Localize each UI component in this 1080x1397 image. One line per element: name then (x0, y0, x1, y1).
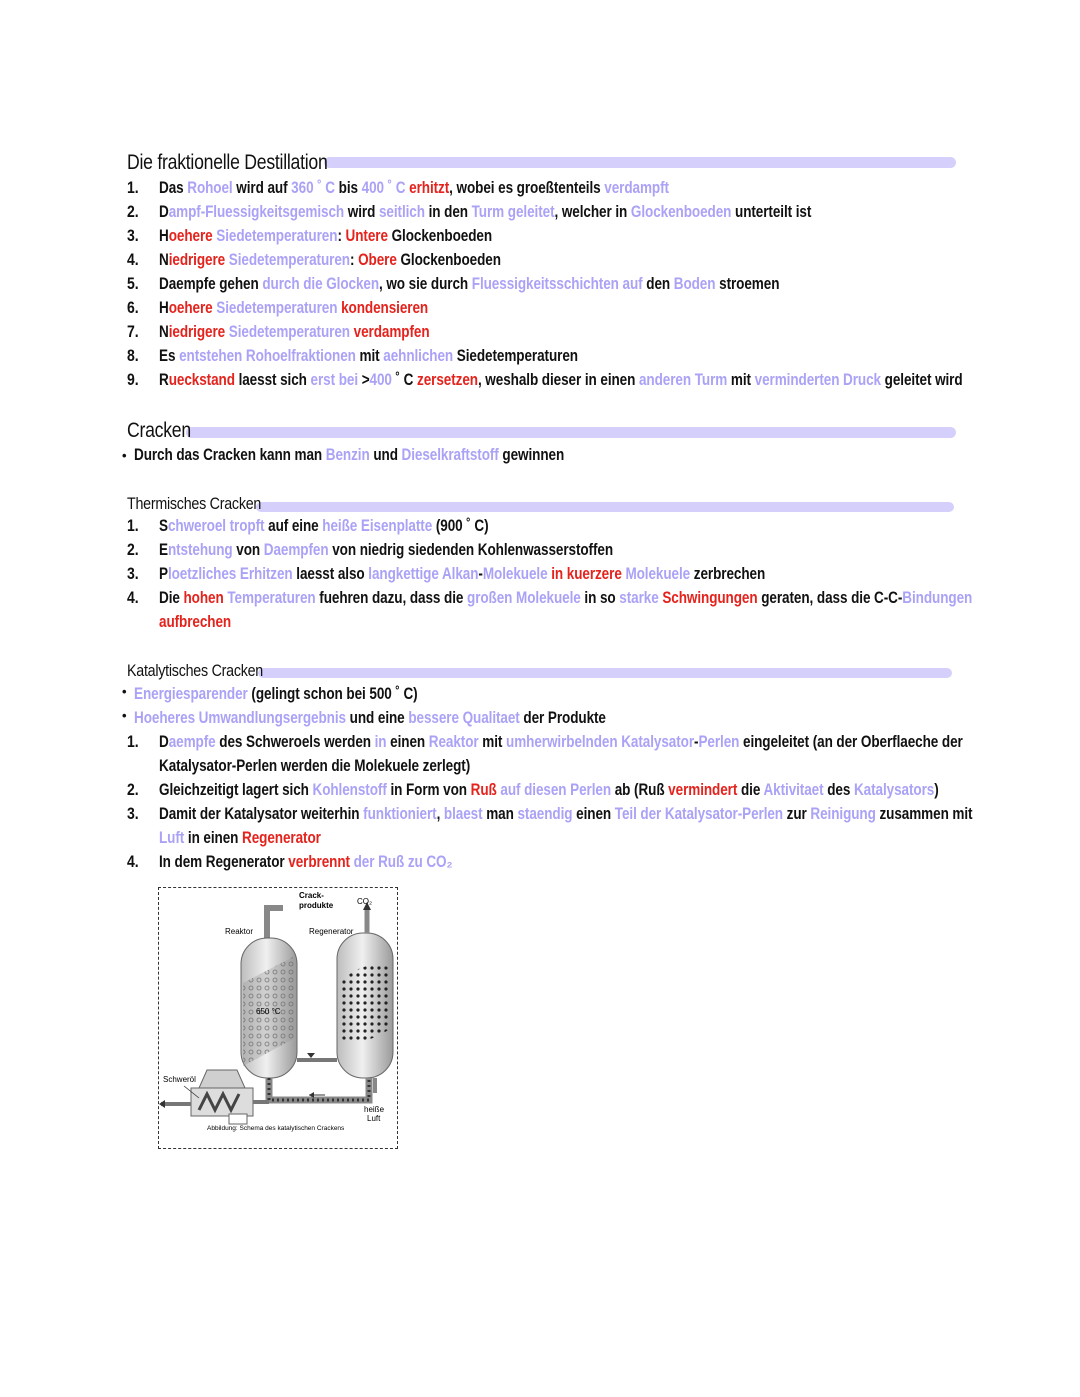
bullet-item (134, 685, 418, 704)
text-segment: R (159, 371, 169, 389)
text-segment: Temperaturen (223, 589, 316, 607)
label-air: Luft (367, 1114, 381, 1123)
text-segment: man (482, 805, 518, 823)
text-segment: Dieselkraftstoff (401, 446, 499, 464)
list-item (159, 853, 452, 872)
text-segment: auf diesen Perlen (496, 781, 612, 799)
list-item (159, 227, 492, 246)
text-segment: Es (159, 347, 180, 365)
text-segment: 400 ˚ C (361, 179, 406, 197)
list-item (159, 757, 470, 776)
label-crack-products: Crack- (299, 891, 324, 900)
text-segment: zur (782, 805, 811, 823)
text-segment: iedrigere (168, 251, 226, 269)
text-segment: chweroel tropft (167, 517, 265, 535)
text-segment: Bindungen (902, 589, 973, 607)
text-segment: verdampft (604, 179, 669, 197)
text-segment: großen Molekuele (467, 589, 581, 607)
text-segment: ab (Ruß (611, 781, 669, 799)
text-segment: Aktivitaet (763, 781, 824, 799)
text-segment: in kuerzere (547, 565, 622, 583)
text-segment: Regenerator (242, 829, 321, 847)
text-segment: Molekuele (621, 565, 691, 583)
list-item (159, 299, 428, 318)
text-segment: Schwingungen (658, 589, 758, 607)
list-item (159, 179, 669, 198)
text-segment: loetzliches Erhitzen (167, 565, 293, 583)
text-segment: , (436, 805, 444, 823)
text-segment: mit (355, 347, 384, 365)
list-number: 3. (127, 227, 139, 245)
text-segment: in einen (184, 829, 243, 847)
text-segment: der Produkte (519, 709, 606, 727)
text-segment: bis (334, 179, 362, 197)
list-item (159, 347, 578, 366)
heater-box (191, 1088, 253, 1116)
text-segment: wird (344, 203, 379, 221)
text-segment: Daempfen (263, 541, 329, 559)
text-segment: aufbrechen (159, 613, 232, 631)
text-segment: 400 (369, 371, 392, 389)
text-segment: seitlich (378, 203, 425, 221)
text-segment: Die (159, 589, 184, 607)
diagram-drawing (159, 888, 399, 1150)
text-segment: : (349, 251, 359, 269)
text-segment: staendig (517, 805, 573, 823)
text-segment: Damit der Katalysator weiterhin (159, 805, 364, 823)
list-item (159, 733, 963, 752)
text-segment: Siedetemperaturen (225, 323, 350, 341)
list-number: 3. (127, 565, 139, 583)
list-item (159, 781, 939, 800)
text-segment: erst bei (310, 371, 359, 389)
text-segment: geleitet wird (880, 371, 963, 389)
text-segment: gewinnen (498, 446, 565, 464)
list-item (159, 323, 430, 342)
list-item (159, 517, 488, 536)
text-segment: vermindert (668, 781, 738, 799)
bullet-item (134, 709, 606, 728)
list-number: 1. (127, 517, 139, 535)
text-segment: Katalysator-Perlen werden die Molekuele zerlegt) (159, 757, 471, 775)
text-segment: (900 ˚ C) (432, 517, 489, 535)
text-segment: : (337, 227, 346, 245)
text-segment: , welcher in (554, 203, 631, 221)
list-number: 1. (127, 179, 139, 197)
text-segment: auf eine (264, 517, 323, 535)
list-item (159, 371, 963, 390)
text-segment: Siedetemperaturen (212, 299, 338, 317)
list-number: 6. (127, 299, 139, 317)
text-segment: , weshalb dieser in einen (477, 371, 639, 389)
text-segment: unterteilt ist (731, 203, 812, 221)
text-segment: Turm geleitet (471, 203, 555, 221)
text-segment: in (374, 733, 387, 751)
text-segment: die (737, 781, 764, 799)
text-segment: zusammen mit (875, 805, 973, 823)
text-segment: einen (572, 805, 615, 823)
list-number: 2. (127, 781, 139, 799)
text-segment: ueckstand (168, 371, 235, 389)
text-segment: kondensieren (337, 299, 429, 317)
list-item (159, 275, 779, 294)
text-segment: durch die Glocken (262, 275, 380, 293)
text-segment: Glockenboeden (630, 203, 732, 221)
text-segment: Perlen (698, 733, 740, 751)
text-segment: mit (478, 733, 507, 751)
text-segment: E (159, 541, 168, 559)
text-segment: Fluessigkeitsschichten auf (471, 275, 643, 293)
text-segment: Reaktor (428, 733, 479, 751)
text-segment: Benzin (325, 446, 370, 464)
text-segment: Luft (159, 829, 185, 847)
text-segment: anderen Turm (638, 371, 728, 389)
label-crack-products-2: produkte (299, 901, 334, 910)
text-segment: ˚ C (391, 371, 418, 389)
list-number: 1. (127, 733, 139, 751)
text-segment: blaest (443, 805, 483, 823)
label-reactor: Reaktor (225, 927, 254, 936)
text-segment: > (358, 371, 370, 389)
text-segment: Molekuele (482, 565, 548, 583)
text-segment: Kohlenstoff (312, 781, 387, 799)
text-segment: Ruß (470, 781, 497, 799)
text-segment: eingeleitet (an der Oberflaeche der (739, 733, 963, 751)
text-segment: in so (580, 589, 620, 607)
list-item (159, 829, 321, 848)
text-segment: entstehen Rohoelfraktionen (179, 347, 356, 365)
text-segment: aempfe (168, 733, 216, 751)
list-number: 9. (127, 371, 139, 389)
text-segment: laesst also (292, 565, 369, 583)
text-segment: D (159, 203, 169, 221)
text-segment: von niedrig siedenden Kohlenwasserstoffen (328, 541, 614, 559)
text-segment: S (159, 517, 168, 535)
catalytic-cracking-diagram (158, 887, 398, 1149)
section-title-thermisches-cracken: Thermisches Cracken (127, 494, 262, 513)
text-segment: Gleichzeitigt lagert sich (159, 781, 313, 799)
list-item (159, 203, 811, 222)
text-segment: ) (934, 781, 939, 799)
text-segment: erhitzt (405, 179, 450, 197)
text-segment: , wobei es groeßtenteils (449, 179, 605, 197)
text-segment: verminderten Druck (754, 371, 881, 389)
text-segment: zerbrechen (690, 565, 766, 583)
list-number: 4. (127, 853, 139, 871)
text-segment: starke (619, 589, 659, 607)
text-segment: Siedetemperaturen (453, 347, 578, 365)
text-segment: bessere Qualitaet (408, 709, 520, 727)
text-segment: Rohoel (187, 179, 233, 197)
text-segment: der Ruß zu CO₂ (349, 853, 453, 871)
list-item (159, 613, 231, 632)
heading-highlight-bar (256, 502, 954, 512)
text-segment: verbrennt (288, 853, 350, 871)
text-segment: Energiesparender (134, 685, 248, 703)
label-hot-air: heiße (364, 1105, 385, 1114)
text-segment: Siedetemperaturen (212, 227, 338, 245)
text-segment: und eine (345, 709, 409, 727)
text-segment: in Form von (386, 781, 471, 799)
text-segment: Boden (673, 275, 716, 293)
label-regenerator: Regenerator (309, 927, 354, 936)
text-segment: Siedetemperaturen (225, 251, 350, 269)
text-segment: Teil der Katalysator-Perlen (614, 805, 783, 823)
text-segment: des Schweroels werden (215, 733, 375, 751)
list-number: 3. (127, 805, 139, 823)
label-temperature: 650 °C (256, 1007, 281, 1016)
list-item (159, 589, 972, 608)
text-segment: von (232, 541, 264, 559)
text-segment: H (159, 227, 169, 245)
list-item (159, 251, 501, 270)
text-segment: - (478, 565, 483, 583)
list-number: 8. (127, 347, 139, 365)
list-number: 4. (127, 589, 139, 607)
list-number: 7. (127, 323, 139, 341)
label-co2: CO₂ (357, 897, 373, 906)
text-segment: geraten, dass die C-C- (757, 589, 903, 607)
section-title-destillation: Die fraktionelle Destillation (127, 151, 328, 174)
text-segment: Das (159, 179, 188, 197)
text-segment: stroemen (715, 275, 780, 293)
text-segment: mit (727, 371, 755, 389)
text-segment: iedrigere (168, 323, 226, 341)
text-segment: in den (424, 203, 472, 221)
text-segment: des (823, 781, 854, 799)
text-segment: , wo sie durch (379, 275, 472, 293)
heading-highlight-bar (324, 157, 956, 168)
list-number: 5. (127, 275, 139, 293)
text-segment: Glockenboeden (387, 227, 493, 245)
text-segment: N (159, 323, 169, 341)
text-segment: Obere (358, 251, 397, 269)
section-title-cracken: Cracken (127, 419, 191, 442)
text-segment: oehere (168, 299, 213, 317)
text-segment: zersetzen (417, 371, 478, 389)
text-segment: Daempfe gehen (159, 275, 263, 293)
bullet-icon: • (122, 684, 127, 699)
text-segment: Katalysators (853, 781, 935, 799)
figure-caption: Abbildung: Schema des katalytischen Crackens (207, 1125, 345, 1132)
text-segment: In dem Regenerator (159, 853, 289, 871)
list-number: 4. (127, 251, 139, 269)
text-segment: verdampfen (349, 323, 430, 341)
heading-highlight-bar (186, 427, 956, 438)
text-segment: ntstehung (167, 541, 233, 559)
list-item (159, 565, 765, 584)
text-segment: - (694, 733, 699, 751)
list-item (159, 805, 972, 824)
text-segment: ampf-Fluessigkeitsgemisch (168, 203, 345, 221)
text-segment: Hoeheres Umwandlungsergebnis (134, 709, 346, 727)
text-segment: funktioniert (363, 805, 437, 823)
text-segment: und (369, 446, 402, 464)
text-segment: 360 ˚ C (291, 179, 335, 197)
bullet-icon: • (122, 448, 127, 463)
text-segment: aehnlichen (383, 347, 454, 365)
text-segment: Untere (345, 227, 388, 245)
text-segment: umherwirbelnden Katalysator (506, 733, 695, 751)
bullet-icon: • (122, 708, 127, 723)
text-segment: oehere (168, 227, 213, 245)
regenerator-catalyst-bed (339, 965, 391, 1041)
text-segment: (gelingt schon bei 500 ˚ C) (247, 685, 418, 703)
label-schweroel: Schweröl (163, 1075, 196, 1084)
text-segment: den (642, 275, 674, 293)
text-segment: Glockenboeden (396, 251, 501, 269)
text-segment: heiße Eisenplatte (322, 517, 433, 535)
list-item (159, 541, 613, 560)
text-segment: einen (386, 733, 429, 751)
section-title-katalytisches-cracken: Katalytisches Cracken (127, 661, 263, 680)
text-segment: fuehren dazu, dass die (315, 589, 468, 607)
text-segment: Reinigung (810, 805, 876, 823)
text-segment: hohen (183, 589, 224, 607)
list-number: 2. (127, 541, 139, 559)
text-segment: laesst sich (234, 371, 311, 389)
bullet-item (134, 446, 564, 465)
text-segment: P (159, 565, 168, 583)
text-segment: Durch das Cracken kann man (134, 446, 326, 464)
list-number: 2. (127, 203, 139, 221)
text-segment: wird auf (232, 179, 292, 197)
text-segment: D (159, 733, 169, 751)
text-segment: N (159, 251, 169, 269)
heading-highlight-bar (258, 668, 952, 678)
text-segment: H (159, 299, 169, 317)
text-segment: langkettige Alkan (368, 565, 479, 583)
